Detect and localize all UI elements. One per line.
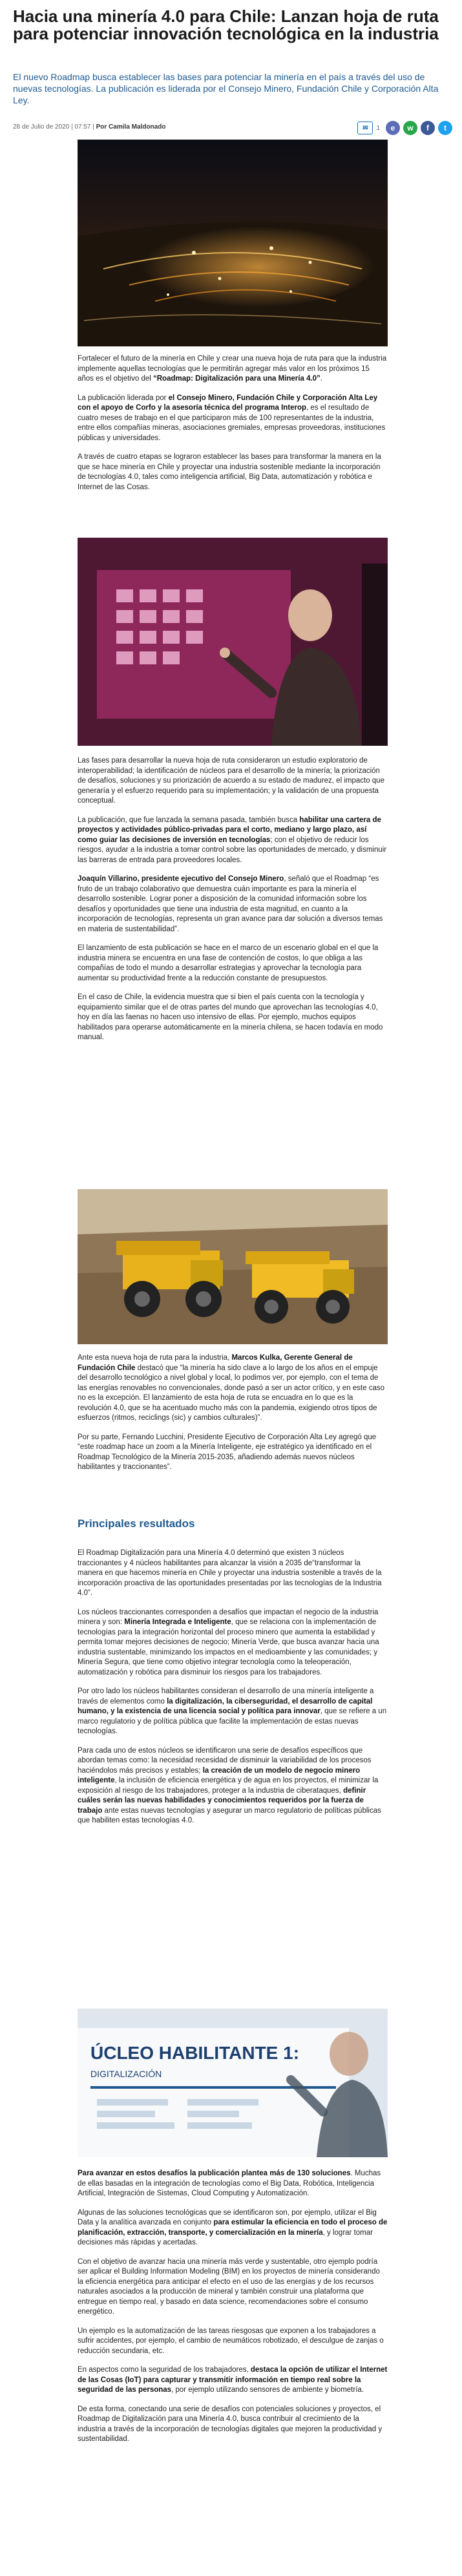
paragraph-10: Por su parte, Fernando Lucchini, Presidente Ejecutivo de Corporación Alta Ley agregó que “este roadmap hace un zoom a la Minería Inteligente, eje estratégico ya identificado en el Roadmap Tecnológico de la Minería 2015-2035, añadiendo además nuevos núcleos habilitantes y traccionantes”. (78, 1433, 377, 1471)
paragraph-1: Fortalecer el futuro de la minería en Chile y crear una nueva hoja de ruta para que la industria implemente aquellas tecnologías que le permitirán agregar más valor en los próximos 15 años es el objetivo del “Roadmap: Digitalización para una Minería 4.0”. (78, 355, 387, 383)
text-block-1 (78, 354, 388, 501)
email-icon[interactable]: e (386, 121, 400, 135)
article-title: Hacia una minería 4.0 para Chile: Lanzan hoja de ruta para potenciar innovación tecnológica en la industria (13, 6, 439, 43)
article-meta-row (13, 120, 452, 136)
twitter-icon[interactable]: t (438, 121, 452, 135)
presentation-photo (78, 2009, 388, 2157)
paragraph-20: De esta forma, conectando una serie de desafíos con potenciales soluciones y proyectos, el Roadmap de Digitalización para una Minería 4.0, busca contribuir al crecimiento de la industria a través de la incorporación de tecnologías digitales que mejoren la productividad y sustentabilidad. (78, 2405, 383, 2443)
paragraph-3: A través de cuatro etapas se lograron establecer las bases para transformar la manera en la que se hace minería en Chile y proyectar una industria sostenible mediante la incorporación de tecnologías 4.0, tales como inteligencia artificial, Big Data, automatización y robótica e Internet de las Cosas. (78, 453, 381, 491)
whatsapp-icon[interactable]: w (403, 121, 417, 135)
comment-icon[interactable]: ✉ (357, 121, 373, 134)
paragraph-14: Para cada uno de estos núcleos se identificaron una serie de desafíos específicos que abordan temas como: la necesidad recesidad de disminuir la variabilidad de los procesos haciéndolos más precisos y estables; la creación de un modelo de negocio minero inteligente, la inclusión de eficiencia energética y de agua en los proyectos, el minimizar la exposición al riesgo de los trabajadores, proteger a la industria de ciberataques, definir cuáles serán las nuevas habilidades y conocimientos requeridos por la fuerza de trabajo ante estas nuevas tecnologías y asegurar un marco regulatorio de políticas públicas que habiliten estas tecnologías 4.0. (78, 1746, 381, 1824)
paragraph-5: La publicación, que fue lanzada la semana pasada, también busca habilitar una cartera de proyectos y actividades público-privadas para el corto, mediano y largo plazo, así como guiar las decisiones de inversión en tecnologías; con el objetivo de reducir los riesgos, ayudar a la industria a tomar control sobre las oportunidades de mercado, y disminuir las barreras de entrada para proveedores locales. (78, 816, 387, 864)
paragraph-15: Para avanzar en estos desafíos la publicación plantea más de 130 soluciones. Muchas de ellas basadas en la integración de tecnologías como el Big Data, Robótica, Inteligencia Artificial, Integración de Sistemas, Cloud Computing y Automatización. (78, 2170, 381, 2197)
share-bar (357, 120, 452, 136)
paragraph-2: La publicación liderada por el Consejo Minero, Fundación Chile y Corporación Alta Ley con el apoyo de Corfo y la asesoría técnica del programa Interop, es el resultado de cuatro meses de trabajo en el que participaron más de 100 representantes de la industria, entre ellos compañías mineras, asociaciones gremiales, empresas proveedoras, instituciones públicas y universidades. (78, 394, 386, 442)
paragraph-19: En aspectos como la seguridad de los trabajadores, destaca la opción de utilizar el Internet de las Cosas (IoT) para capturar y transmitir información en tiempo real sobre la seguridad de las personas, por ejemplo utilizando sensores de ambiente y biometría. (78, 2366, 388, 2394)
paragraph-7: El lanzamiento de esta publicación se hace en el marco de un escenario global en el que la industria minera se encuentra en una fase de contención de costos, lo que obliga a las compañías de todo el mundo a desarrollar estrategias y aprovechar la tecnología para aumentar su productividad frente a la reducción constante de presupuestos. (78, 944, 379, 982)
paragraph-12: Los núcleos traccionantes corresponden a desafíos que impactan el negocio de la industria minera y son: Minería Integrada e Inteligente, que se relaciona con la implementación de tecnologías para la integración horizontal del proceso minero que aumenta la estabilidad y permita tomar mejores decisiones de negocio; Minería Verde, que busca avanzar hacia una industria sustentable, minimizando los impactos en el medioambiente y las comunidades; y Minería Segura, que tiene como objetivo integrar tecnología como la teleoperación, automatización y robótica para disminuir los riesgos para los trabajadores. (78, 1608, 379, 1676)
article-lead: El nuevo Roadmap busca establecer las bases para potenciar la minería en el país a través del uso de nuevas tecnologías. La publicación es liderada por el Consejo Minero, Fundación Chile y Corporación Alta Ley. (13, 72, 439, 105)
paragraph-16: Algunas de las soluciones tecnológicas que se identificaron son, por ejemplo, utilizar el Big Data y la analítica avanzada en conjunto para estimular la eficiencia en todo el proceso de planificación, extracción, transporte, y comercialización en la minería, y lograr tomar decisiones más rápidas y acertadas. (78, 2208, 388, 2246)
comment-count: 1 (376, 124, 380, 132)
text-block-5 (78, 2169, 388, 2454)
paragraph-8: En el caso de Chile, la evidencia muestra que si bien el país cuenta con la tecnología y equipamiento similar que el de otras partes del mundo que aprovechan las tecnologías 4.0, hoy en día las faenas no hacen uso intensivo de ellas. Por ejemplo, muchos equipos habilitados para operarse automáticamente en la minería chilena, se hacen todavía en modo manual. (78, 993, 383, 1041)
paragraph-17: Con el objetivo de avanzar hacia una minería más verde y sustentable, otro ejemplo podría ser aplicar el Building Information Modeling (BIM) en los proyectos de minería considerando la eficiencia energética para anticipar el efecto en el uso de las energías y de los recursos naturales asociados a la producción de mineral y también construir una plataforma que entregue en tiempo real, y basado en data science, recomendaciones sobre el consumo energético. (78, 2257, 380, 2316)
section-principales (78, 1517, 388, 1530)
paragraph-6: Joaquín Villarino, presidente ejecutivo del Consejo Minero, señaló que el Roadmap “es fruto de un trabajo colaborativo que demuestra cuán importante es para la minería el desarrollo sostenible. Lograr poner a disposición de la comunidad información sobre los desafíos y oportunidades que tiene una industria de esta magnitud, en cuanto a la incorporación de tecnologías, representa un gran avance para dar solución a diversos temas en materia de sustentabilidad”. (78, 875, 383, 933)
mine-night-photo (78, 140, 388, 346)
exhibition-photo (78, 538, 388, 746)
paragraph-11: El Roadmap Digitalización para una Minería 4.0 determinó que existen 3 núcleos traccionantes y 4 núcleos habilitantes para alcanzar la visión a 2035 de“transformar la manera en que hacemos minería en Chile y proyectar una industria sostenible a través de la incorporación proactiva de las oportunidades presentadas por las tecnologías de la Industria 4.0”. (78, 1549, 382, 1597)
paragraph-9: Ante esta nueva hoja de ruta para la industria, Marcos Kulka, Gerente General de Fundación Chile destacó que “la minería ha sido clave a lo largo de los años en el empuje del desarrollo tecnológico a nivel global y local, lo podimos ver, por ejemplo, con el tema de las energías renovables no convencionales, donde pasó a ser un actor crítico, y en este caso no es la excepción. El lanzamiento de esta hoja de ruta se encuadra en lo que es la revolución 4.0, que se ha acentuado mucho más con la pandemia, exigiendo otros tipos de esfuerzos (ritmos, reciclings (sic) y cambios culturales)”. (78, 1354, 384, 1422)
article-author: Por Camila Maldonado (96, 123, 166, 131)
paragraph-18: Un ejemplo es la automatización de las tareas riesgosas que exponen a los trabajadores a sufrir accidentes, por ejemplo, el cambio de neumáticos robotizado, el desculgue de zanjas o reducción secundaria, etc. (78, 2327, 384, 2355)
text-block-4 (78, 1548, 388, 1835)
text-block-2 (78, 756, 388, 1052)
haul-trucks-photo (78, 1189, 388, 1344)
article-meta (13, 123, 165, 131)
banner-heading: ÚCLEO HABILITANTE 1: (90, 2043, 300, 2063)
text-block-3 (78, 1353, 388, 1482)
paragraph-13: Por otro lado los núcleos habilitantes consideran el desarrollo de una minería inteligente a través de elementos como la digitalización, la ciberseguridad, el desarrollo de capital humano, y la existencia de una licencia social y política para innovar, que se refiere a un marco regulatorio y de política pública que facilite la implementación de estas nuevas tecnologías. (78, 1687, 387, 1735)
paragraph-4: Las fases para desarrollar la nueva hoja de ruta consideraron un estudio exploratorio de interoperabilidad; la identificación de núcleos para el desarrollo de la minería; la priorización de desafíos, soluciones y su priorización de acuerdo a su estado de madurez, el impacto que generaría y el esfuerzo requerido para su implementación; y la validación de una propuesta conceptual. (78, 757, 384, 805)
article-date: 28 de Julio de 2020 | 07:57 | (13, 123, 94, 131)
section-heading: Principales resultados (78, 1517, 195, 1530)
facebook-icon[interactable]: f (421, 121, 435, 135)
banner-subheading: DIGITALIZACIÓN (90, 2069, 162, 2079)
